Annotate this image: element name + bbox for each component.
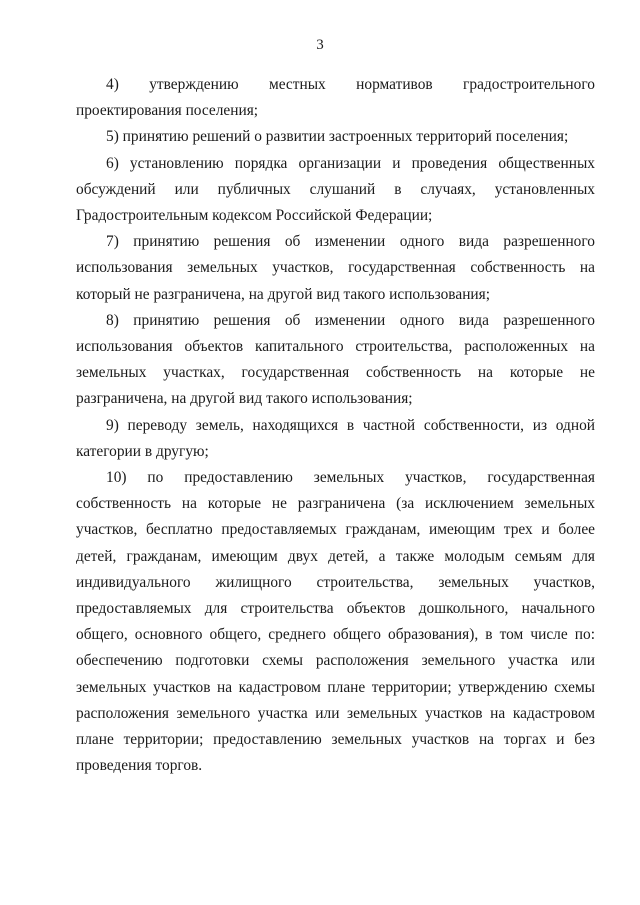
list-item-9: 9) переводу земель, находящихся в частной собственности, из одной категории в другую; <box>76 416 595 460</box>
list-item-10: 10) по предоставлению земельных участков, государственная собственность на которые не разграничена (за исключением земельных участков, бесплатно предоставляемых гражданам, имеющим трех и более детей, гражданам, имеющим двух детей, а также молодым семьям для индивидуального жилищного строительства, земельных участков, предоставляемых для строительства объектов дошкольного, начального общего, основного общего, среднего общего образования), в том числе по: обеспечению подготовки схемы расположения земельного участка или земельных участков на кадастровом плане территории; утверждению схемы расположения земельного участка или земельных участков на кадастровом плане территории; предоставлению земельных участков на торгах и без проведения торгов. <box>76 469 595 775</box>
list-item-4: 4) утверждению местных нормативов градостроительного проектирования поселения; <box>76 76 595 120</box>
page-number: 3 <box>316 37 324 53</box>
list-item-8: 8) принятию решения об изменении одного вида разрешенного использования объектов капитального строительства, расположенных на земельных участках, государственная собственность на которые не разграничена, на другой вид такого использования; <box>76 311 595 408</box>
list-item-5: 5) принятию решений о развитии застроенных территорий поселения; <box>106 128 569 146</box>
list-item-7: 7) принятию решения об изменении одного вида разрешенного использования земельных участков, государственная собственность на который не разграничена, на другой вид такого использования; <box>76 233 595 303</box>
document-body <box>76 72 595 779</box>
list-item-6: 6) установлению порядка организации и проведения общественных обсуждений или публичных слушаний в случаях, установленных Градостроительным кодексом Российской Федерации; <box>76 154 595 225</box>
